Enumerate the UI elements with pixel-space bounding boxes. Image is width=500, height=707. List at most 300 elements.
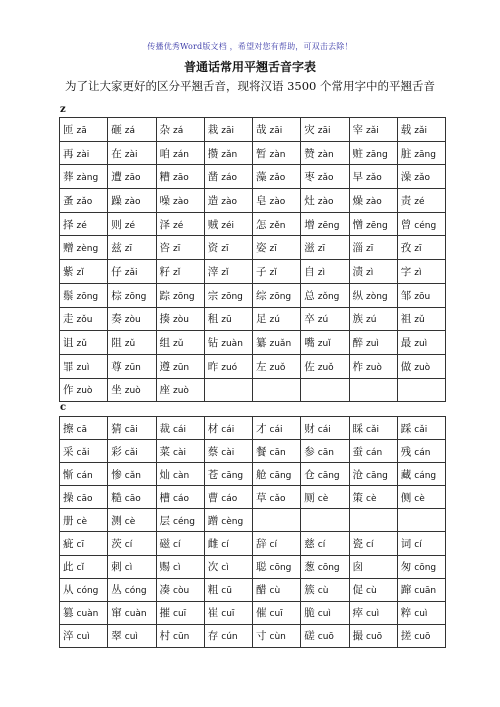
pinyin: zǔ: [124, 339, 136, 350]
pinyin: cí: [366, 540, 374, 551]
char-cell: [204, 509, 252, 532]
hanzi: 册: [63, 514, 74, 527]
char-cell: [156, 378, 204, 402]
char-cell: [349, 532, 397, 555]
pinyin: cè: [414, 493, 425, 504]
pinyin: cì: [124, 563, 133, 574]
char-cell: [253, 463, 301, 486]
hanzi: 槽: [159, 491, 170, 504]
char-cell: [108, 118, 156, 142]
hanzi: 宰: [352, 123, 363, 136]
pinyin: cuì: [414, 609, 428, 620]
hanzi: 聪: [256, 561, 267, 574]
pinyin: zuò: [414, 362, 431, 373]
pinyin: cóng: [76, 586, 99, 597]
hanzi: 揍: [159, 313, 170, 326]
pinyin: cuàn: [124, 609, 147, 620]
char-cell: [397, 189, 445, 213]
hanzi: 渍: [352, 265, 363, 278]
pinyin: cāng: [317, 470, 340, 481]
pinyin: zǐ: [76, 267, 84, 278]
hanzi: 惨: [111, 468, 122, 481]
char-cell: [397, 578, 445, 601]
pinyin: zuì: [76, 362, 90, 373]
char-cell: [60, 578, 108, 601]
hanzi: 摧: [159, 607, 170, 620]
hanzi: 贼: [207, 218, 219, 231]
table-row: [60, 440, 446, 463]
char-cell: [60, 260, 108, 284]
table-row: [60, 307, 446, 331]
hanzi: 仓: [304, 468, 315, 481]
pinyin: zá: [173, 125, 184, 136]
char-cell: [108, 378, 156, 402]
hanzi: 蹿: [400, 584, 412, 597]
pinyin: zā: [76, 125, 87, 136]
char-cell: [253, 212, 301, 236]
section-label-z: z: [60, 104, 66, 115]
hanzi: 参: [304, 445, 315, 458]
char-cell: [301, 212, 349, 236]
char-cell: [301, 118, 349, 142]
pinyin: zào: [366, 196, 382, 207]
pinyin: zī: [173, 244, 181, 255]
char-cell: [301, 189, 349, 213]
hanzi: 村: [159, 630, 170, 643]
pinyin: cè: [317, 493, 329, 504]
hanzi: 辞: [256, 538, 267, 551]
pinyin: cè: [366, 493, 377, 504]
char-cell: [204, 141, 252, 165]
char-cell: [253, 354, 301, 378]
pinyin: cáo: [173, 493, 189, 504]
hanzi: 蹭: [207, 514, 219, 527]
pinyin: cāng: [221, 470, 244, 481]
pinyin: cāo: [76, 493, 93, 504]
char-cell: [349, 509, 397, 532]
hanzi: 杂: [159, 123, 170, 136]
hanzi: 罪: [63, 360, 74, 373]
pinyin: zǎo: [366, 173, 382, 184]
hanzi: 籽: [159, 265, 170, 278]
char-cell: [60, 417, 108, 440]
hanzi: 葱: [304, 561, 315, 574]
pinyin: zōng: [173, 291, 195, 302]
pinyin: zào: [269, 196, 286, 207]
hanzi: 餐: [256, 445, 267, 458]
pinyin: zuǎn: [269, 339, 292, 350]
hanzi: 雌: [207, 538, 219, 551]
table-row: [60, 601, 446, 624]
char-cell: [108, 440, 156, 463]
pinyin: zuǐ: [317, 339, 331, 350]
pinyin: cōng: [414, 563, 437, 574]
c-character-table: [59, 416, 446, 648]
char-cell: [156, 578, 204, 601]
char-cell: [156, 486, 204, 509]
char-cell: [301, 486, 349, 509]
hanzi: 凑: [159, 584, 170, 597]
hanzi: 哉: [256, 123, 267, 136]
hanzi: 总: [304, 289, 315, 302]
pinyin: zòu: [124, 315, 141, 326]
char-cell: [397, 440, 445, 463]
pinyin: zū: [221, 315, 232, 326]
hanzi: 攒: [207, 147, 219, 160]
char-cell: [301, 236, 349, 260]
char-cell: [156, 283, 204, 307]
hanzi: 兹: [111, 242, 122, 255]
char-cell: [204, 283, 252, 307]
char-cell: [253, 283, 301, 307]
pinyin: zǎo: [414, 173, 430, 184]
hanzi: 卒: [304, 313, 315, 326]
pinyin: cāng: [269, 470, 292, 481]
hanzi: 嘴: [304, 337, 315, 350]
hanzi: 瘁: [352, 607, 363, 620]
pinyin: zé: [76, 220, 87, 231]
hanzi: 择: [63, 218, 74, 231]
char-cell: [397, 307, 445, 331]
pinyin: zāo: [124, 173, 141, 184]
hanzi: 组: [159, 337, 170, 350]
hanzi: 佐: [304, 360, 315, 373]
pinyin: cí: [414, 540, 422, 551]
char-cell: [397, 354, 445, 378]
hanzi: 噪: [159, 194, 170, 207]
pinyin: cūn: [173, 632, 190, 643]
pinyin: zǎo: [76, 196, 93, 207]
char-cell: [397, 236, 445, 260]
pinyin: cùn: [269, 632, 286, 643]
pinyin: cā: [76, 424, 87, 435]
char-cell: [253, 578, 301, 601]
char-cell: [156, 212, 204, 236]
char-cell: [60, 440, 108, 463]
char-cell: [60, 236, 108, 260]
hanzi: 寸: [256, 630, 267, 643]
hanzi: 滓: [207, 265, 219, 278]
hanzi: 鬃: [63, 289, 74, 302]
hanzi: 作: [63, 384, 74, 397]
pinyin: zàn: [269, 149, 286, 160]
hanzi: 赃: [352, 147, 363, 160]
hanzi: 灶: [304, 194, 315, 207]
pinyin: zǎn: [221, 149, 238, 160]
pinyin: cáo: [221, 493, 238, 504]
pinyin: cāi: [124, 424, 138, 435]
char-cell: [108, 212, 156, 236]
char-cell: [397, 463, 445, 486]
pinyin: cài: [173, 447, 186, 458]
char-cell: [60, 331, 108, 355]
char-cell: [204, 212, 252, 236]
pinyin: zòng: [366, 291, 388, 302]
char-cell: [349, 463, 397, 486]
hanzi: 自: [304, 265, 315, 278]
hanzi: 坐: [111, 384, 122, 397]
hanzi: 瓷: [352, 538, 363, 551]
pinyin: cán: [366, 447, 383, 458]
pinyin: cí: [173, 540, 181, 551]
char-cell: [60, 555, 108, 578]
char-cell: [349, 165, 397, 189]
pinyin: céng: [173, 516, 195, 527]
pinyin: zuò: [76, 386, 93, 397]
pinyin: zào: [124, 196, 141, 207]
hanzi: 尊: [111, 360, 122, 373]
hanzi: 灾: [304, 123, 315, 136]
hanzi: 赞: [304, 147, 315, 160]
hanzi: 此: [63, 561, 74, 574]
char-cell: [253, 118, 301, 142]
hanzi: 走: [63, 313, 74, 326]
pinyin: zī: [317, 244, 325, 255]
pinyin: zōng: [124, 291, 147, 302]
pinyin: cí: [221, 540, 229, 551]
char-cell: [204, 307, 252, 331]
char-cell: [301, 165, 349, 189]
table-row: [60, 354, 446, 378]
char-cell: [204, 486, 252, 509]
hanzi: 宗: [207, 289, 219, 302]
pinyin: cài: [221, 447, 235, 458]
pinyin: zōng: [269, 291, 292, 302]
pinyin: cuō: [317, 632, 334, 643]
hanzi: 租: [207, 313, 219, 326]
pinyin: cí: [124, 540, 133, 551]
char-cell: [204, 417, 252, 440]
pinyin: zán: [173, 149, 189, 160]
char-cell: [301, 331, 349, 355]
char-cell: [349, 212, 397, 236]
hanzi: 怎: [256, 218, 267, 231]
char-cell: [156, 532, 204, 555]
char-cell: [397, 486, 445, 509]
table-row: [60, 417, 446, 440]
pinyin: zé: [173, 220, 184, 231]
char-cell: [156, 417, 204, 440]
pinyin: zuǒ: [317, 362, 334, 373]
table-row: [60, 260, 446, 284]
char-cell: [204, 624, 252, 647]
char-cell: [349, 307, 397, 331]
char-cell: [301, 509, 349, 532]
char-cell: [60, 283, 108, 307]
pinyin: cǎi: [366, 424, 379, 435]
char-cell: [301, 417, 349, 440]
hanzi: 蚕: [352, 445, 363, 458]
char-cell: [156, 624, 204, 647]
hanzi: 糟: [159, 171, 170, 184]
pinyin: zuì: [414, 339, 428, 350]
pinyin: zuó: [221, 362, 238, 373]
char-cell: [108, 532, 156, 555]
hanzi: 擦: [63, 422, 74, 435]
char-cell: [108, 165, 156, 189]
hanzi: 在: [111, 147, 122, 160]
pinyin: cuān: [414, 586, 437, 597]
pinyin: cān: [269, 447, 286, 458]
table-row: [60, 624, 446, 647]
pinyin: cái: [269, 424, 283, 435]
char-cell: [156, 307, 204, 331]
table-row: [60, 141, 446, 165]
char-cell: [349, 624, 397, 647]
hanzi: 曾: [400, 218, 412, 231]
hanzi: 材: [207, 422, 219, 435]
char-cell: [60, 189, 108, 213]
hanzi: 钻: [207, 337, 219, 350]
pinyin: cuī: [221, 609, 235, 620]
char-cell: [397, 331, 445, 355]
char-cell: [108, 578, 156, 601]
pinyin: zàn: [317, 149, 334, 160]
pinyin: cuì: [76, 632, 90, 643]
hanzi: 簇: [304, 584, 315, 597]
char-cell: [301, 440, 349, 463]
char-cell: [108, 509, 156, 532]
char-cell: [156, 555, 204, 578]
hanzi: 蚤: [63, 194, 74, 207]
pinyin: cán: [414, 447, 431, 458]
char-cell: [253, 624, 301, 647]
pinyin: cǎi: [76, 447, 90, 458]
hanzi: 操: [63, 491, 74, 504]
pinyin: zá: [124, 125, 135, 136]
pinyin: zéi: [221, 220, 235, 231]
pinyin: zǎo: [269, 173, 286, 184]
hanzi: 综: [256, 289, 267, 302]
pinyin: cí: [317, 540, 326, 551]
pinyin: zǒu: [76, 315, 93, 326]
pinyin: zèng: [76, 244, 99, 255]
char-cell: [349, 378, 397, 402]
pinyin: zuò: [124, 386, 141, 397]
char-cell: [301, 555, 349, 578]
char-cell: [204, 463, 252, 486]
pinyin: zāo: [173, 173, 189, 184]
hanzi: 暂: [256, 147, 267, 160]
char-cell: [60, 601, 108, 624]
char-cell: [60, 354, 108, 378]
pinyin: zāi: [317, 125, 331, 136]
hanzi: 燥: [352, 194, 363, 207]
table-row: [60, 555, 446, 578]
pinyin: cū: [221, 586, 232, 597]
char-cell: [349, 555, 397, 578]
pinyin: zài: [76, 149, 90, 160]
pinyin: cóng: [124, 586, 147, 597]
pinyin: zú: [366, 315, 377, 326]
pinyin: cèng: [221, 516, 244, 527]
char-cell: [60, 463, 108, 486]
hanzi: 裁: [159, 422, 170, 435]
table-row: [60, 378, 446, 402]
char-cell: [397, 165, 445, 189]
hanzi: 泽: [159, 218, 170, 231]
char-cell: [397, 260, 445, 284]
hanzi: 则: [111, 218, 122, 231]
char-cell: [301, 578, 349, 601]
hanzi: 孜: [400, 242, 412, 255]
hanzi: 磋: [304, 630, 315, 643]
char-cell: [253, 331, 301, 355]
char-cell: [108, 331, 156, 355]
char-cell: [253, 307, 301, 331]
hanzi: 族: [352, 313, 363, 326]
z-character-table: [59, 117, 446, 402]
char-cell: [349, 141, 397, 165]
pinyin: cōng: [317, 563, 340, 574]
hanzi: 踩: [400, 422, 412, 435]
hanzi: 做: [400, 360, 412, 373]
pinyin: cái: [173, 424, 186, 435]
pinyin: cǎi: [124, 447, 138, 458]
pinyin: cǎi: [414, 424, 428, 435]
char-cell: [156, 118, 204, 142]
hanzi: 醋: [256, 584, 267, 597]
hanzi: 棕: [111, 289, 122, 302]
pinyin: còu: [173, 586, 190, 597]
hanzi: 凿: [207, 171, 219, 184]
pinyin: zuǒ: [269, 362, 286, 373]
hanzi: 测: [111, 514, 122, 527]
pinyin: zǔ: [414, 315, 425, 326]
hanzi: 才: [256, 422, 267, 435]
char-cell: [301, 463, 349, 486]
pinyin: cù: [269, 586, 281, 597]
table-row: [60, 283, 446, 307]
hanzi: 催: [256, 607, 267, 620]
hanzi: 踪: [159, 289, 170, 302]
pinyin: cái: [221, 424, 235, 435]
hanzi: 憎: [352, 218, 363, 231]
table-row: [60, 532, 446, 555]
pinyin: zǔ: [76, 339, 87, 350]
hanzi: 遵: [159, 360, 170, 373]
char-cell: [349, 417, 397, 440]
pinyin: zōng: [221, 291, 243, 302]
char-cell: [156, 331, 204, 355]
char-cell: [108, 307, 156, 331]
char-cell: [349, 260, 397, 284]
hanzi: 砸: [111, 123, 122, 136]
pinyin: cái: [317, 424, 331, 435]
intro-sentence: 为了让大家更好的区分平翘舌音，现将汉语 3500 个常用字中的平翘舌音: [64, 79, 436, 93]
hanzi: 丛: [111, 584, 122, 597]
char-cell: [397, 624, 445, 647]
pinyin: cuì: [124, 632, 138, 643]
char-cell: [60, 165, 108, 189]
char-cell: [156, 463, 204, 486]
pinyin: zé: [124, 220, 136, 231]
char-cell: [108, 624, 156, 647]
hanzi: 曹: [207, 491, 219, 504]
table-row: [60, 509, 446, 532]
char-cell: [108, 141, 156, 165]
hanzi: 仔: [111, 265, 122, 278]
hanzi: 昨: [207, 360, 219, 373]
char-cell: [108, 417, 156, 440]
char-cell: [397, 212, 445, 236]
char-cell: [349, 283, 397, 307]
hanzi: 猜: [111, 422, 122, 435]
pinyin: cù: [317, 586, 329, 597]
pinyin: zuàn: [221, 339, 243, 350]
hanzi: 苍: [207, 468, 219, 481]
pinyin: cè: [76, 516, 87, 527]
